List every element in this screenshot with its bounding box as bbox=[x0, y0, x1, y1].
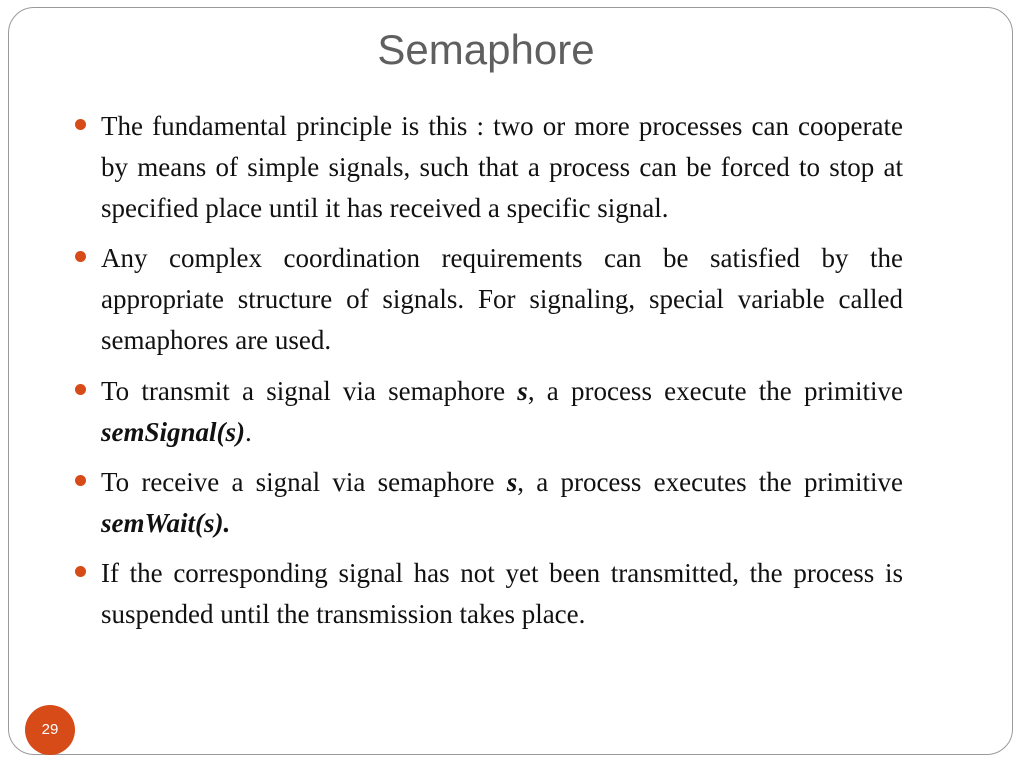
bullet-item bbox=[101, 106, 903, 229]
bullet-dot-icon bbox=[75, 119, 86, 130]
slide-title: Semaphore bbox=[377, 26, 595, 73]
bullet-text-middle: , a process execute the primitive bbox=[527, 376, 903, 406]
sem-wait-primitive: semWait(s). bbox=[101, 508, 231, 538]
bullet-text-prefix: To receive a signal via semaphore bbox=[101, 467, 507, 497]
bullet-text: The fundamental principle is this : two or more processes can cooperate by means of simple signals, such that a process can be forced to stop at specified place until it has received a specific signal. bbox=[101, 111, 903, 223]
slide-frame bbox=[8, 7, 1013, 755]
bullet-item bbox=[101, 238, 903, 361]
bullet-item bbox=[101, 462, 903, 544]
bullet-text-middle: , a process executes the primitive bbox=[517, 467, 903, 497]
bullet-text-suffix: . bbox=[245, 417, 252, 447]
bullet-dot-icon bbox=[75, 566, 86, 577]
bullet-dot-icon bbox=[75, 475, 86, 486]
page-number-badge: 29 bbox=[25, 705, 75, 755]
semaphore-variable: s bbox=[506, 467, 518, 497]
semaphore-variable: s bbox=[517, 376, 528, 406]
bullet-text: Any complex coordination requirements can be satisfied by the appropriate structure of signals. For signaling, special variable called semaphores are used. bbox=[101, 243, 903, 355]
bullet-item bbox=[101, 553, 903, 635]
bullet-text: If the corresponding signal has not yet been transmitted, the process is suspended until the transmission takes place. bbox=[101, 558, 903, 629]
sem-signal-primitive: semSignal(s) bbox=[101, 417, 246, 447]
bullet-item bbox=[101, 371, 903, 453]
bullet-list bbox=[101, 106, 903, 644]
bullet-dot-icon bbox=[75, 251, 86, 262]
bullet-text-prefix: To transmit a signal via semaphore bbox=[101, 376, 518, 406]
bullet-dot-icon bbox=[75, 384, 86, 395]
